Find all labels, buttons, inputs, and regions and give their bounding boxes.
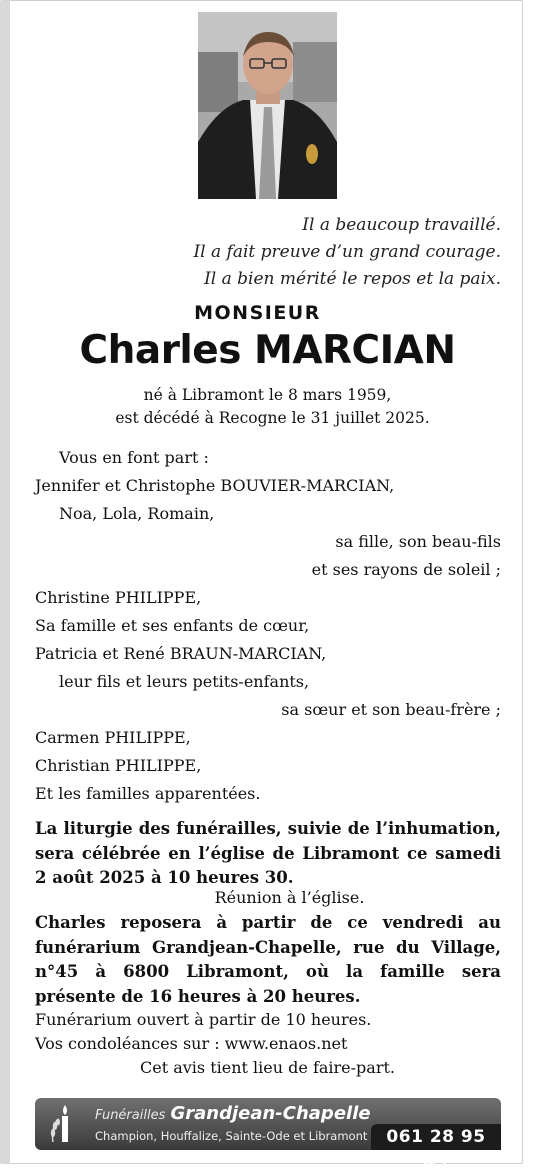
quote-line: Il a bien mérité le repos et la paix. bbox=[204, 269, 501, 289]
liturgy-paragraph: La liturgie des funérailles, suivie de l’inhumation, sera célébrée en l’église de Libramont ce samedi 2 août 2025 à 10 heures 30. bbox=[35, 819, 501, 887]
birth-line: né à Libramont le 8 mars 1959, bbox=[143, 386, 392, 404]
candle-wheat-icon bbox=[45, 1102, 85, 1146]
death-line: est décédé à Recogne le 31 juillet 2025. bbox=[115, 409, 430, 427]
quote-line: Il a beaucoup travaillé. bbox=[302, 215, 501, 235]
brand-prefix: Funérailles bbox=[95, 1108, 166, 1123]
family-line: Jennifer et Christophe BOUVIER-MARCIAN, bbox=[35, 476, 395, 495]
family-line: Christine PHILIPPE, bbox=[35, 588, 202, 607]
family-line: sa fille, son beau-fils bbox=[335, 532, 501, 551]
deceased-name bbox=[0, 328, 525, 373]
family-line: Et les familles apparentées. bbox=[35, 784, 261, 803]
honorific bbox=[0, 302, 525, 324]
family-line: sa sœur et son beau-frère ; bbox=[281, 700, 501, 719]
notice-line-wrap bbox=[0, 1056, 525, 1080]
brand-name: Grandjean-Chapelle bbox=[170, 1103, 371, 1124]
funeral-home-name bbox=[95, 1103, 371, 1124]
quote-line: Il a fait preuve d’un grand courage. bbox=[193, 242, 501, 262]
portrait-illustration bbox=[198, 12, 337, 199]
family-line: Carmen PHILIPPE, bbox=[35, 728, 191, 747]
family-line: Christian PHILIPPE, bbox=[35, 756, 202, 775]
meeting-text bbox=[0, 886, 525, 910]
honorific-text: MONSIEUR bbox=[194, 302, 321, 324]
family-line: Patricia et René BRAUN-MARCIAN, bbox=[35, 644, 327, 663]
family-line: et ses rayons de soleil ; bbox=[311, 560, 501, 579]
viewing-paragraph: Charles reposera à partir de ce vendredi au funérarium Grandjean-Chapelle, rue du Village, n°45 à 6800 Libramont, où la famille sera présente de 16 heures à 20 heures. bbox=[35, 913, 501, 1006]
portrait-photo bbox=[198, 12, 337, 199]
notice-line: Cet avis tient lieu de faire-part. bbox=[140, 1058, 395, 1077]
funeral-home-banner bbox=[35, 1098, 501, 1173]
family-intro: Vous en font part : bbox=[59, 448, 209, 467]
family-line: leur fils et leurs petits-enfants, bbox=[59, 672, 310, 691]
condolences-line: Vos condoléances sur : www.enaos.net bbox=[35, 1034, 348, 1053]
deceased-name-text: Charles MARCIAN bbox=[79, 328, 456, 373]
birth-death-info bbox=[0, 384, 525, 430]
liturgy-text bbox=[35, 817, 501, 891]
quote-block bbox=[193, 212, 501, 293]
meeting-line: Réunion à l’église. bbox=[214, 888, 365, 907]
phone-number: 061 28 95 43 bbox=[371, 1124, 501, 1150]
family-line: Sa famille et ses enfants de cœur, bbox=[35, 616, 310, 635]
viewing-text bbox=[35, 911, 501, 1009]
funeral-home-locations: Champion, Houffalize, Sainte-Ode et Libramont bbox=[95, 1129, 368, 1143]
family-line: Noa, Lola, Romain, bbox=[59, 504, 215, 523]
funerarium-hours: Funérarium ouvert à partir de 10 heures. bbox=[35, 1010, 372, 1029]
